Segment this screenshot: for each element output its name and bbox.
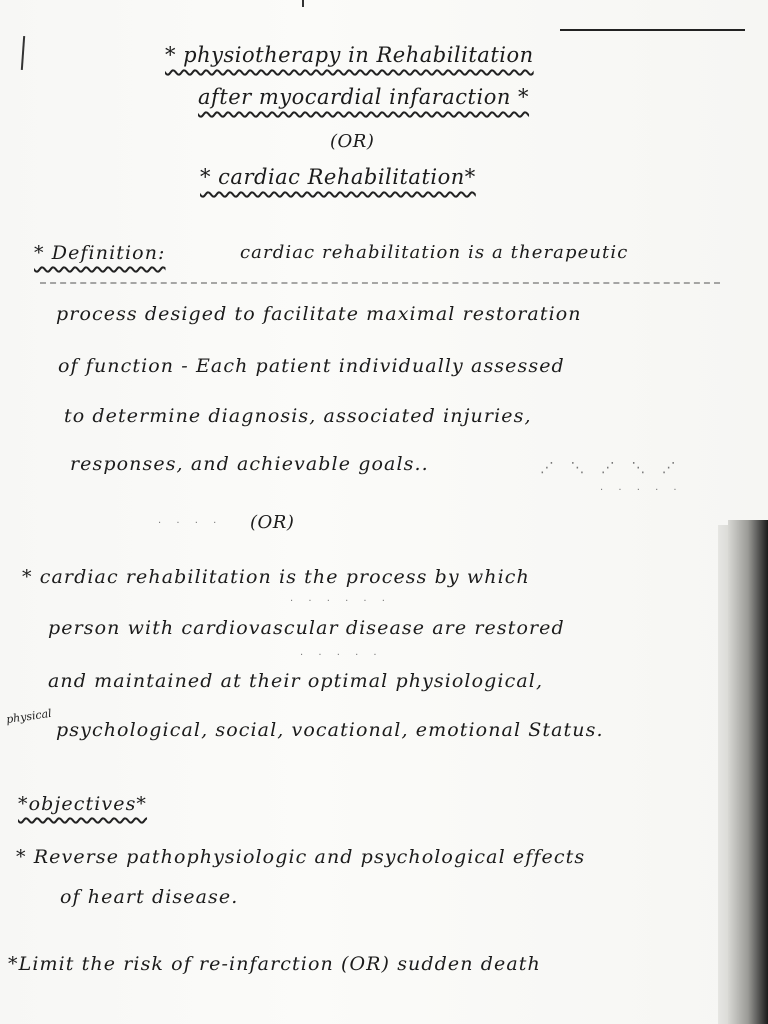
- definition-heading: * Definition:: [34, 242, 166, 264]
- second-definition-line-2: person with cardiovascular disease are restored: [48, 617, 565, 639]
- second-definition-line-3: and maintained at their optimal physiological,: [48, 670, 544, 692]
- title-or: (OR): [330, 131, 375, 152]
- definition-line-3: of function - Each patient individually assessed: [58, 355, 565, 377]
- title-line-1: * physiotherapy in Rehabilitation: [165, 43, 534, 67]
- definition-line-1: cardiac rehabilitation is a therapeutic: [240, 242, 629, 263]
- definition-line-2: process desiged to facilitate maximal restoration: [56, 303, 582, 325]
- objective-item-1-cont: of heart disease.: [60, 886, 239, 908]
- second-definition-line-4: psychological, social, vocational, emotional Status.: [56, 719, 604, 741]
- second-definition-line-1: * cardiac rehabilitation is the process by which: [22, 566, 530, 588]
- page-edge-dark: [728, 520, 768, 1024]
- bleed-through-dots-2: · · · · ·: [600, 485, 683, 496]
- title-line-3: * cardiac Rehabilitation*: [200, 165, 476, 189]
- definition-or: (OR): [250, 512, 295, 533]
- page-tick-mark: [302, 0, 304, 7]
- objective-item-1: * Reverse pathophysiologic and psychological effects: [16, 846, 586, 868]
- bleed-through-dots-5: · · · · ·: [300, 650, 383, 661]
- top-rule-line: [560, 29, 745, 31]
- bleed-through-dots-3: · · · ·: [158, 518, 223, 529]
- definition-underline: [40, 282, 720, 284]
- objective-item-2: *Limit the risk of re-infarction (OR) sudden death: [8, 953, 541, 975]
- title-line-2: after myocardial infaraction *: [198, 85, 530, 109]
- definition-line-4: to determine diagnosis, associated injuries,: [64, 405, 532, 427]
- bleed-through-dots-4: · · · · · ·: [290, 596, 391, 607]
- margin-mark: [21, 36, 25, 70]
- bleed-through-dots: ⋰ ⋱ ⋰ ⋱ ⋰: [540, 460, 682, 476]
- objectives-heading: *objectives*: [18, 793, 148, 815]
- definition-line-5: responses, and achievable goals..: [70, 453, 429, 475]
- margin-note-physical: physical: [5, 706, 53, 727]
